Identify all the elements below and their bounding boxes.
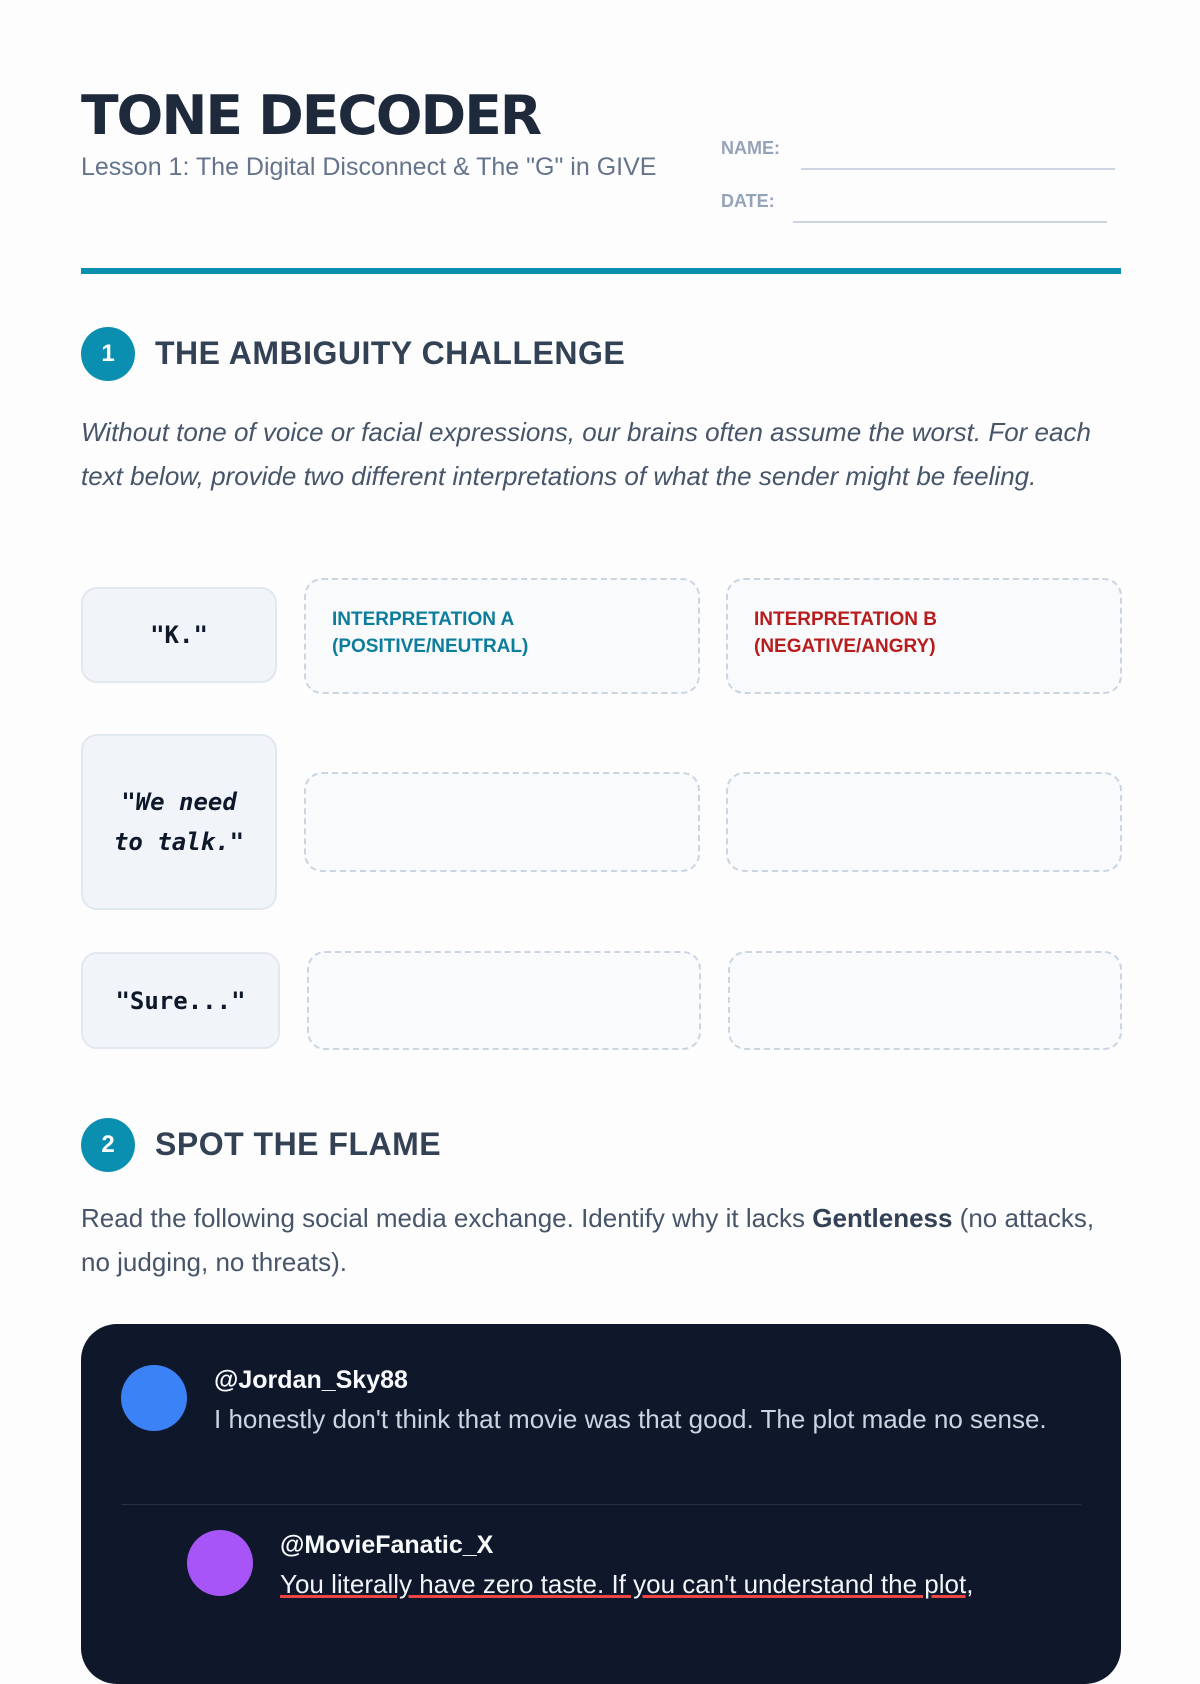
avatar <box>121 1365 187 1431</box>
interpretation-b-box[interactable] <box>726 578 1122 694</box>
interpretation-a-label: INTERPRETATION A (POSITIVE/NEUTRAL) <box>332 609 529 657</box>
section-instructions <box>81 1196 1121 1284</box>
interpretation-a-box[interactable] <box>307 951 701 1050</box>
section-title: SPOT THE FLAME <box>155 1126 442 1162</box>
page-title: TONE DECODER <box>81 84 541 147</box>
interpretation-a-box[interactable] <box>304 772 700 872</box>
instructions-emphasis: Gentleness <box>812 1203 953 1233</box>
worksheet-page <box>81 0 1121 1600</box>
student-info <box>721 80 1121 230</box>
post-original <box>81 1324 1121 1504</box>
interpretation-b-box[interactable] <box>726 772 1122 872</box>
interpretation-b-label: INTERPRETATION B (NEGATIVE/ANGRY) <box>754 609 937 657</box>
section-flame-heading <box>81 1118 1121 1174</box>
lesson-subtitle: Lesson 1: The Digital Disconnect & The "G" in GIVE <box>81 153 657 181</box>
date-label: DATE: <box>721 191 775 211</box>
post-text: You literally have zero taste. If you can't understand the plot, <box>280 1569 974 1599</box>
name-label: NAME: <box>721 138 780 158</box>
section-number-badge: 2 <box>81 1118 135 1172</box>
interpretation-a-box[interactable] <box>304 578 700 694</box>
section-ambiguity-heading <box>81 327 1121 383</box>
instructions-text: (no attacks, no judging, no threats). <box>81 1203 1095 1277</box>
avatar <box>187 1530 253 1596</box>
social-media-exchange <box>81 1324 1121 1684</box>
name-field[interactable] <box>801 168 1115 170</box>
date-field[interactable] <box>793 221 1107 223</box>
header-divider <box>81 268 1121 274</box>
phrase-card: "K." <box>81 587 277 683</box>
post-handle: @Jordan_Sky88 <box>214 1366 408 1394</box>
worksheet-header <box>81 80 1121 280</box>
post-text: I honestly don't think that movie was that good. The plot made no sense. <box>214 1404 1047 1434</box>
section-title: THE AMBIGUITY CHALLENGE <box>155 335 626 371</box>
phrase-card: "We need to talk." <box>81 734 277 910</box>
section-intro: Without tone of voice or facial expressions, our brains often assume the worst. For each text below, provide two different interpretations of what the sender might be feeling. <box>81 417 1091 491</box>
phrase-card: "Sure..." <box>81 952 280 1049</box>
post-reply <box>81 1504 1121 1684</box>
section-number-badge: 1 <box>81 327 135 381</box>
post-handle: @MovieFanatic_X <box>280 1531 494 1559</box>
interpretation-b-box[interactable] <box>728 951 1122 1050</box>
instructions-text: Read the following social media exchange. Identify why it lacks <box>81 1203 813 1233</box>
